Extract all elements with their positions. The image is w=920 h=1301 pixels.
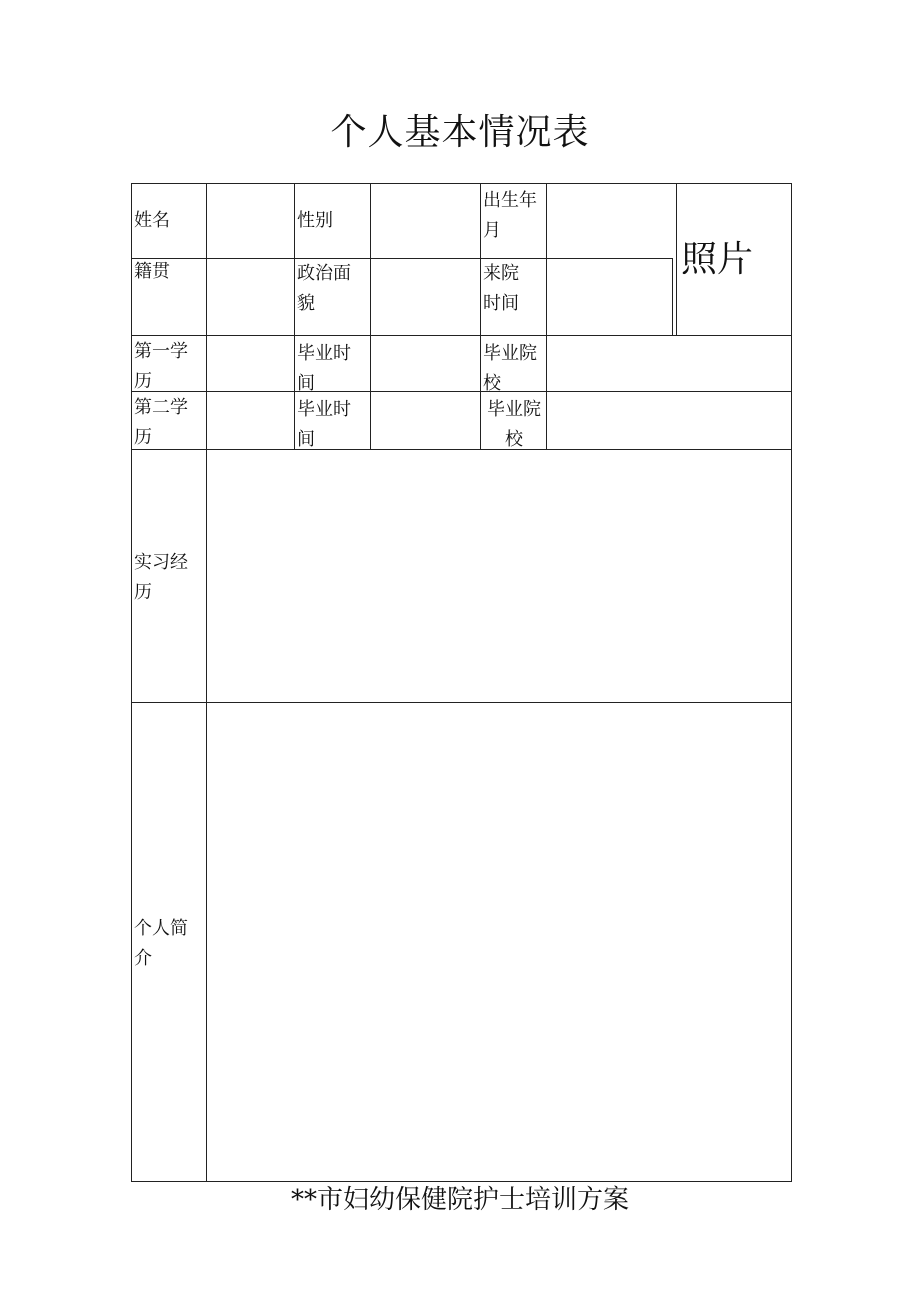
label-political-status: 政治面貌 (297, 263, 351, 314)
label-profile: 个人简介 (134, 918, 188, 969)
col-divider-photo-inner (676, 183, 677, 336)
col-divider-photo-left (672, 258, 673, 336)
col-divider-2 (294, 183, 295, 450)
page-title: 个人基本情况表 (330, 112, 590, 153)
label-second-degree: 第二学历 (134, 397, 188, 448)
row-divider-2 (131, 335, 792, 336)
label-first-grad-time: 毕业时间 (297, 343, 351, 394)
label-second-grad-school: 毕业院校 (487, 399, 541, 450)
label-name: 姓名 (134, 210, 170, 231)
table-border-left (131, 183, 132, 1182)
table-border-top (131, 183, 792, 184)
table-border-right (791, 183, 792, 1182)
col-divider-4 (480, 183, 481, 450)
label-gender: 性别 (297, 210, 333, 231)
row-divider-1-right (547, 258, 673, 259)
label-internship: 实习经历 (134, 552, 188, 603)
label-first-grad-school: 毕业院校 (483, 343, 537, 394)
col-divider-3 (370, 183, 371, 450)
row-divider-5 (131, 702, 792, 703)
label-birth: 出生年月 (483, 190, 537, 241)
photo-placeholder: 照片 (681, 239, 754, 280)
footer-text: **市妇幼保健院护士培训方案 (290, 1185, 629, 1215)
row-divider-4 (131, 449, 792, 450)
label-second-grad-time: 毕业时间 (297, 399, 351, 450)
label-native-place: 籍贯 (134, 261, 170, 282)
row-divider-3 (131, 391, 792, 392)
col-divider-1 (206, 183, 207, 1182)
label-first-degree: 第一学历 (134, 341, 188, 392)
label-arrival-time: 来院时间 (483, 263, 519, 314)
col-divider-5 (546, 183, 547, 450)
